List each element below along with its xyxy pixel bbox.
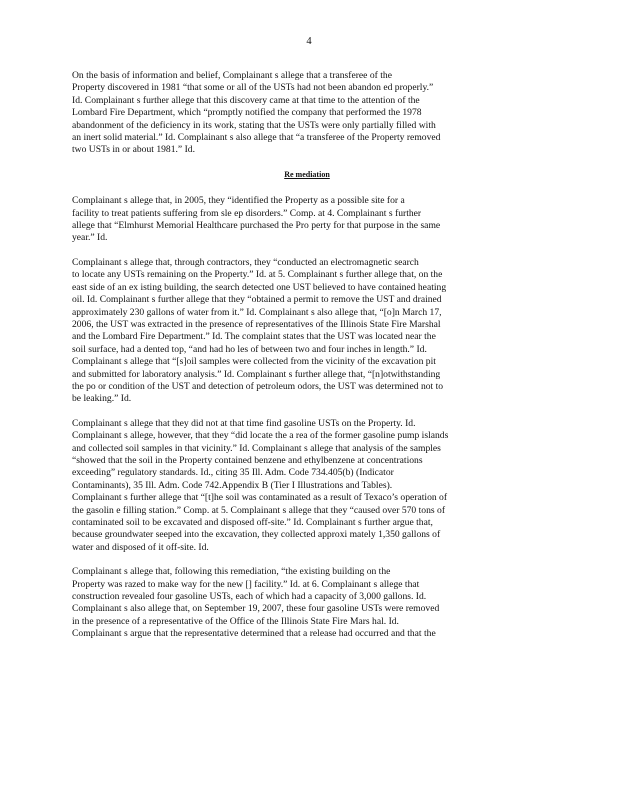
text-line: and collected soil samples in that vicinity.” Id. Complainant s allege that analysis of the samples	[72, 442, 441, 454]
text-line: Contaminants), 35 Ill. Adm. Code 742.Appendix B (Tier I Illustrations and Tables).	[72, 479, 393, 491]
text-line: be leaking.” Id.	[72, 393, 132, 405]
text-line: construction revealed four gasoline USTs, each of which had a capacity of 3,000 gallons. Id.	[72, 591, 427, 603]
text-line: Property was razed to make way for the new [] facility.” Id. at 6. Complainant s allege that	[72, 578, 420, 590]
paragraph-soil-samples	[72, 418, 542, 554]
text-line: Lombard Fire Department, which “promptly notified the company that performed the 1978	[72, 107, 422, 119]
section-heading: Re mediation	[284, 169, 330, 179]
text-line: oil. Id. Complainant s further allege that they “obtained a permit to remove the UST and drained	[72, 294, 442, 306]
text-line: Complainant s allege, however, that they “did locate the a rea of the former gasoline pump islands	[72, 430, 449, 442]
text-line: exceeding” regulatory standards. Id., citing 35 Ill. Adm. Code 734.405(b) (Indicator	[72, 467, 394, 479]
text-line: east side of an ex isting building, the search detected one UST believed to have contained heating	[72, 281, 447, 293]
text-line: abandonment of the deficiency in its work, stating that the USTs were only partially filled with	[72, 119, 436, 131]
text-line: Complainant s allege that, in 2005, they “identified the Property as a possible site for a	[72, 195, 405, 207]
document-body	[72, 70, 542, 653]
text-line: allege that “Elmhurst Memorial Healthcare purchased the Pro perty for that purpose in the same	[72, 220, 441, 232]
text-line: soil surface, had a dented top, “and had ho les of between two and four inches in length.” Id.	[72, 343, 427, 355]
text-line: the po or condition of the UST and detection of petroleum odors, the UST was determined not to	[72, 380, 444, 392]
text-line: water and disposed of it off-site. Id.	[72, 541, 209, 553]
paragraph-discovery	[72, 70, 542, 157]
text-line: to locate any USTs remaining on the Property.” Id. at 5. Complainant s further allege that, on the	[72, 269, 443, 281]
text-line: Complainant s further allege that “[t]he soil was contaminated as a result of Texaco’s operation of	[72, 492, 448, 504]
page-number: 4	[306, 36, 312, 47]
text-line: Complainant s argue that the representative determined that a release had occurred and that the	[72, 628, 436, 640]
text-line: Complainant s allege that “[s]oil samples were collected from the vicinity of the excavation pit	[72, 356, 436, 368]
text-line: and the Lombard Fire Department.” Id. The complaint states that the UST was located near the	[72, 331, 436, 343]
text-line: facility to treat patients suffering from sle ep disorders.” Comp. at 4. Complainant s further	[72, 207, 422, 219]
text-line: Id. Complainant s further allege that this discovery came at that time to the attention of the	[72, 94, 420, 106]
text-line: Complainant s allege that, through contractors, they “conducted an electromagnetic search	[72, 256, 419, 268]
text-line: Property discovered in 1981 “that some or all of the USTs had not been abandon ed properly.”	[72, 82, 434, 94]
text-line: two USTs in or about 1981.” Id.	[72, 144, 195, 156]
text-line: year.” Id.	[72, 232, 108, 244]
text-line: approximately 230 gallons of water from it.” Id. Complainant s also allege that, “[o]n March 17,	[72, 306, 442, 318]
text-line: contaminated soil to be excavated and disposed off-site.” Id. Complainant s further argue that,	[72, 517, 433, 528]
paragraph-gasoline-usts	[72, 566, 542, 640]
text-line: Complainant s allege that, following this remediation, “the existing building on the	[72, 566, 391, 578]
paragraph-heating-oil-ust	[72, 257, 542, 406]
text-line: Complainant s also allege that, on September 19, 2007, these four gasoline USTs were removed	[72, 603, 440, 615]
text-line: an inert solid material.” Id. Complainant s also allege that “a transferee of the Property removed	[72, 132, 441, 144]
text-line: Complainant s allege that they did not at that time find gasoline USTs on the Property. Id.	[72, 417, 416, 429]
paragraph-purchase	[72, 195, 542, 245]
text-line: On the basis of information and belief, Complainant s allege that a transferee of the	[72, 70, 392, 81]
text-line: because groundwater seeped into the excavation, they collected approxi mately 1,350 gallons of	[72, 529, 441, 541]
text-line: in the presence of a representative of the Office of the Illinois State Fire Mars hal. Id.	[72, 615, 399, 627]
text-line: 2006, the UST was extracted in the presence of representatives of the Illinois State Fire Marshal	[72, 318, 441, 330]
text-line: and submitted for laboratory analysis.” Id. Complainant s further allege that, “[n]otwithstanding	[72, 368, 441, 380]
text-line: “showed that the soil in the Property contained benzene and ethylbenzene at concentrations	[72, 454, 423, 466]
text-line: the gasolin e filling station.” Comp. at 5. Complainant s allege that they “caused over 570 tons of	[72, 504, 446, 516]
